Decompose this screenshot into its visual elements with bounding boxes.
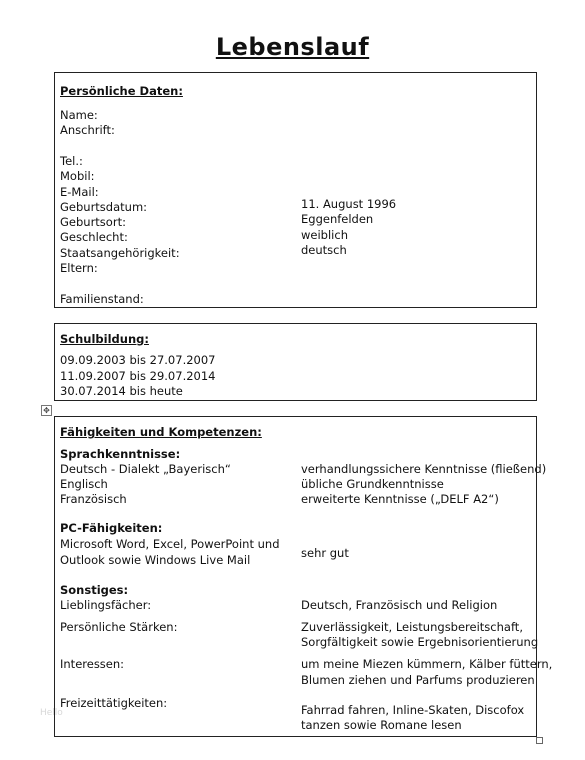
school-entry: 09.09.2003 bis 27.07.2007 <box>60 353 216 367</box>
skills-heading: Fähigkeiten und Kompetenzen: <box>60 425 262 439</box>
strengths-label: Persönliche Stärken: <box>60 620 178 634</box>
label-name: Name: <box>60 108 98 122</box>
language-name: Englisch <box>60 477 108 491</box>
label-address: Anschrift: <box>60 123 115 137</box>
resize-handle-icon[interactable] <box>536 737 543 744</box>
school-heading: Schulbildung: <box>60 332 149 346</box>
other-heading: Sonstiges: <box>60 583 129 597</box>
school-entry: 11.09.2007 bis 29.07.2014 <box>60 369 216 383</box>
leisure-value: tanzen sowie Romane lesen <box>301 718 462 732</box>
language-level: erweiterte Kenntnisse („DELF A2“) <box>301 492 499 506</box>
language-level: verhandlungssichere Kenntnisse (fließend) <box>301 462 547 476</box>
value-birthdate: 11. August 1996 <box>301 197 397 211</box>
pc-skills-line: Microsoft Word, Excel, PowerPoint und <box>60 537 280 551</box>
label-email: E-Mail: <box>60 185 99 199</box>
move-handle-icon[interactable]: ✥ <box>41 405 52 416</box>
language-name: Französisch <box>60 492 127 506</box>
value-nationality: deutsch <box>301 243 347 257</box>
watermark: Hello <box>40 708 63 718</box>
language-level: übliche Grundkenntnisse <box>301 477 444 491</box>
pc-heading: PC-Fähigkeiten: <box>60 521 163 535</box>
value-gender: weiblich <box>301 228 348 242</box>
label-birthdate: Geburtsdatum: <box>60 200 148 214</box>
page-title: Lebenslauf <box>215 33 370 61</box>
label-marital-status: Familienstand: <box>60 292 144 306</box>
label-nationality: Staatsangehörigkeit: <box>60 246 180 260</box>
leisure-label: Freizeittätigkeiten: <box>60 696 168 710</box>
label-phone: Tel.: <box>60 154 83 168</box>
interests-value: Blumen ziehen und Parfums produzieren <box>301 673 535 687</box>
subjects-label: Lieblingsfächer: <box>60 598 152 612</box>
value-birthplace: Eggenfelden <box>301 212 374 226</box>
leisure-value: Fahrrad fahren, Inline-Skaten, Discofox <box>301 703 525 717</box>
label-parents: Eltern: <box>60 261 98 275</box>
label-birthplace: Geburtsort: <box>60 215 126 229</box>
interests-value: um meine Miezen kümmern, Kälber füttern, <box>301 657 553 671</box>
label-gender: Geschlecht: <box>60 230 128 244</box>
personal-data-box <box>54 72 537 308</box>
languages-heading: Sprachkenntnisse: <box>60 447 181 461</box>
personal-heading: Persönliche Daten: <box>60 84 183 98</box>
subjects-value: Deutsch, Französisch und Religion <box>301 598 498 612</box>
language-name: Deutsch - Dialekt „Bayerisch“ <box>60 462 231 476</box>
pc-skills-level: sehr gut <box>301 546 349 560</box>
school-entry: 30.07.2014 bis heute <box>60 384 183 398</box>
strengths-value: Zuverlässigkeit, Leistungsbereitschaft, <box>301 620 523 634</box>
label-mobile: Mobil: <box>60 169 95 183</box>
interests-label: Interessen: <box>60 657 125 671</box>
pc-skills-line: Outlook sowie Windows Live Mail <box>60 553 251 567</box>
strengths-value: Sorgfältigkeit sowie Ergebnisorientierung <box>301 635 539 649</box>
